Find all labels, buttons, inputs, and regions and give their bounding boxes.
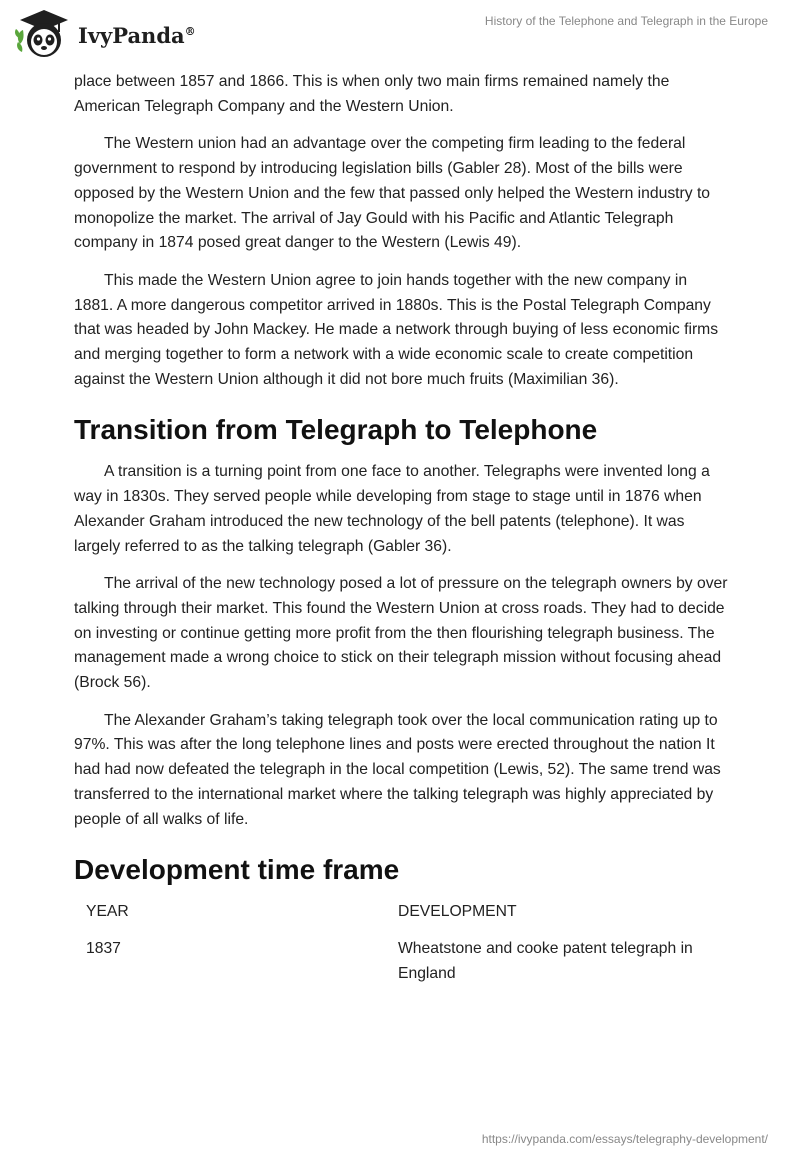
document-title: History of the Telephone and Telegraph in the Europe	[484, 14, 768, 28]
section-heading-timeframe: Development time frame	[74, 854, 400, 886]
paragraph: The Western union had an advantage over the competing firm leading to the federal government to respond by introducing legislation bills (Gabler 28). Most of the bills were opposed by the Western Union and the few that passed only helped the Western industry to monopolize the market. The arrival of Jay Gould with his Pacific and Atlantic Telegraph company in 1874 posed great danger to the Western (Lewis 49).	[74, 135, 711, 252]
article-body	[74, 70, 730, 998]
timeline-table	[74, 900, 730, 998]
paragraph: The arrival of the new technology posed a lot of pressure on the telegraph owners by over talking through their market. This found the Western Union at cross roads. They had to decide on investing or continue getting more profit from the then flourishing telegraph business. The management made a wrong choice to stick on their telegraph mission without focusing ahead (Brock 56).	[74, 575, 728, 692]
table-row	[74, 937, 730, 998]
year-cell: 1837	[86, 939, 121, 957]
paragraph: The Alexander Graham’s taking telegraph took over the local communication rating up to 97%. This was after the long telephone lines and posts were erected throughout the nation It had had now defeated the telegraph in the local competition (Lewis, 52). The same trend was transferred to the international market where the talking telegraph was highly appreciated by people of all walks of life.	[74, 711, 721, 828]
paragraph: place between 1857 and 1866. This is when only two main firms remained namely the American Telegraph Company and the Western Union.	[74, 73, 670, 115]
registered-mark: ®	[184, 24, 196, 38]
paragraph: This made the Western Union agree to join hands together with the new company in 1881. A more dangerous competitor arrived in 1880s. This is the Postal Telegraph Company that was headed by John Mackey. He made a network through buying of less economic firms and merging together to form a network with a wide economic scale to create competition against the Western Union although it did not bore much fruits (Maximilian 36).	[74, 271, 719, 388]
column-header-development: DEVELOPMENT	[398, 903, 517, 921]
source-url[interactable]: https://ivypanda.com/essays/telegraphy-development/	[481, 1132, 768, 1146]
panda-logo-icon	[14, 8, 74, 60]
brand-name	[78, 23, 196, 48]
column-header-year: YEAR	[86, 903, 129, 921]
development-cell: Wheatstone and cooke patent telegraph in England	[398, 939, 693, 982]
section-heading-transition: Transition from Telegraph to Telephone	[74, 414, 598, 446]
page-header	[0, 0, 800, 70]
brand-logo[interactable]	[14, 8, 196, 60]
timeline-header-row	[74, 900, 730, 937]
paragraph: A transition is a turning point from one face to another. Telegraphs were invented long a way in 1830s. They served people while developing from stage to stage until in 1876 when Alexander Graham introduced the new technology of the bell patents (telephone). It was largely referred to as the talking telegraph (Gabler 36).	[74, 463, 710, 555]
brand-text: IvyPanda	[78, 22, 185, 48]
